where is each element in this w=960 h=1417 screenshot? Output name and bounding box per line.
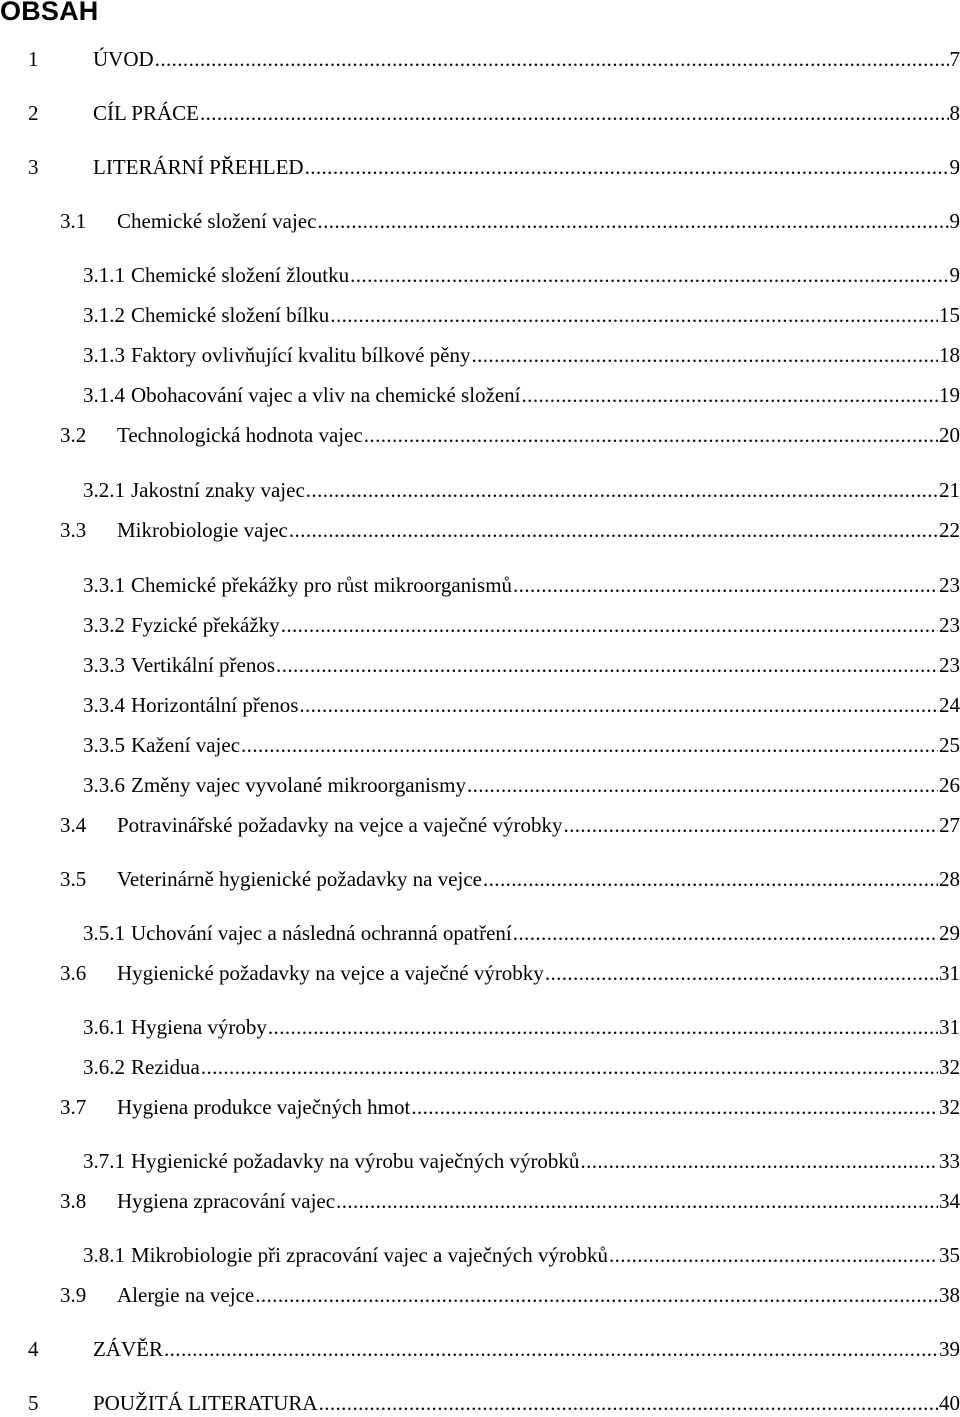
toc-entry-title: Chemické překážky pro růst mikroorganismů bbox=[131, 571, 512, 599]
toc-entry-number: 3.2.1 bbox=[83, 476, 125, 504]
toc-entry-number: 3.3.1 bbox=[83, 571, 125, 599]
toc-entry-3-1-2[interactable] bbox=[83, 301, 960, 329]
toc-dot-leader bbox=[319, 1389, 938, 1417]
toc-entry-page: 9 bbox=[950, 153, 960, 181]
toc-entry-3-1-1[interactable] bbox=[83, 261, 960, 289]
toc-entry-number: 3.2 bbox=[60, 421, 117, 449]
toc-entry-page: 26 bbox=[939, 771, 960, 799]
toc-entry-3-4[interactable] bbox=[60, 811, 960, 839]
toc-entry-number: 3.9 bbox=[60, 1281, 117, 1309]
toc-dot-leader bbox=[467, 771, 938, 799]
toc-entry-title: Rezidua bbox=[131, 1053, 200, 1081]
toc-entry-number: 3.6.2 bbox=[83, 1053, 125, 1081]
toc-dot-leader bbox=[580, 1147, 938, 1175]
toc-dot-leader bbox=[241, 731, 938, 759]
toc-entry-page: 31 bbox=[939, 1013, 960, 1041]
toc-entry-page: 28 bbox=[939, 865, 960, 893]
toc-entry-3-1-3[interactable] bbox=[83, 341, 960, 369]
toc-dot-leader bbox=[471, 341, 938, 369]
toc-entry-page: 20 bbox=[939, 421, 960, 449]
toc-entry-page: 24 bbox=[939, 691, 960, 719]
toc-entry-number: 3.3 bbox=[60, 516, 117, 544]
toc-entry-title: LITERÁRNÍ PŘEHLED bbox=[93, 153, 304, 181]
toc-dot-leader bbox=[306, 476, 938, 504]
toc-entry-page: 34 bbox=[939, 1187, 960, 1215]
toc-dot-leader bbox=[609, 1241, 938, 1269]
toc-entry-3-8-1[interactable] bbox=[83, 1241, 960, 1269]
toc-entry-3-5[interactable] bbox=[60, 865, 960, 893]
toc-entry-title: Uchování vajec a následná ochranná opatření bbox=[131, 919, 512, 947]
toc-entry-page: 8 bbox=[950, 99, 960, 127]
toc-entry-page: 21 bbox=[939, 476, 960, 504]
toc-entry-title: Vertikální přenos bbox=[131, 651, 275, 679]
toc-dot-leader bbox=[545, 959, 938, 987]
toc-entry-page: 33 bbox=[939, 1147, 960, 1175]
toc-entry-number: 3.3.6 bbox=[83, 771, 125, 799]
toc-entry-page: 9 bbox=[950, 261, 960, 289]
toc-entry-3-3[interactable] bbox=[60, 516, 960, 544]
toc-entry-page: 40 bbox=[939, 1389, 960, 1417]
toc-entry-number: 3.8.1 bbox=[83, 1241, 125, 1269]
toc-entry-page: 25 bbox=[939, 731, 960, 759]
toc-dot-leader bbox=[281, 611, 938, 639]
toc-entry-zaver[interactable] bbox=[28, 1335, 960, 1363]
toc-entry-title: Hygienické požadavky na vejce a vaječné výrobky bbox=[117, 959, 544, 987]
toc-entry-title: Chemické složení vajec bbox=[117, 207, 316, 235]
toc-entry-number: 3.3.3 bbox=[83, 651, 125, 679]
toc-entry-page: 35 bbox=[939, 1241, 960, 1269]
toc-entry-number: 1 bbox=[28, 45, 93, 73]
toc-entry-title: Faktory ovlivňující kvalitu bílkové pěny bbox=[131, 341, 470, 369]
toc-dot-leader bbox=[336, 1187, 938, 1215]
toc-dot-leader bbox=[299, 691, 938, 719]
toc-entry-number: 2 bbox=[28, 99, 93, 127]
toc-entry-title: POUŽITÁ LITERATURA bbox=[93, 1389, 318, 1417]
toc-entry-3-9[interactable] bbox=[60, 1281, 960, 1309]
toc-entry-3-5-1[interactable] bbox=[83, 919, 960, 947]
toc-entry-title: ZÁVĚR bbox=[93, 1335, 163, 1363]
toc-entry-number: 3.1.3 bbox=[83, 341, 125, 369]
toc-entry-title: Hygiena výroby bbox=[131, 1013, 267, 1041]
toc-entry-title: CÍL PRÁCE bbox=[93, 99, 199, 127]
toc-entry-3-3-1[interactable] bbox=[83, 571, 960, 599]
toc-entry-title: Horizontální přenos bbox=[131, 691, 298, 719]
toc-entry-3-1-4[interactable] bbox=[83, 381, 960, 409]
toc-entry-page: 19 bbox=[939, 381, 960, 409]
toc-dot-leader bbox=[563, 811, 938, 839]
toc-entry-page: 27 bbox=[939, 811, 960, 839]
toc-entry-3-2[interactable] bbox=[60, 421, 960, 449]
toc-entry-3-7-1[interactable] bbox=[83, 1147, 960, 1175]
toc-entry-number: 4 bbox=[28, 1335, 93, 1363]
toc-entry-page: 23 bbox=[939, 611, 960, 639]
toc-entry-title: Hygienické požadavky na výrobu vaječných výrobků bbox=[131, 1147, 579, 1175]
toc-entry-page: 15 bbox=[939, 301, 960, 329]
toc-dot-leader bbox=[305, 153, 949, 181]
toc-entry-3-6[interactable] bbox=[60, 959, 960, 987]
toc-dot-leader bbox=[164, 1335, 938, 1363]
toc-entry-title: ÚVOD bbox=[93, 45, 154, 73]
toc-entry-number: 3.3.5 bbox=[83, 731, 125, 759]
toc-dot-leader bbox=[513, 571, 938, 599]
toc-entry-number: 3.3.2 bbox=[83, 611, 125, 639]
toc-entry-page: 7 bbox=[950, 45, 960, 73]
toc-entry-title: Veterinárně hygienické požadavky na vejce bbox=[117, 865, 482, 893]
toc-dot-leader bbox=[268, 1013, 938, 1041]
toc-dot-leader bbox=[330, 301, 938, 329]
toc-entry-title: Chemické složení bílku bbox=[131, 301, 329, 329]
toc-entry-title: Kažení vajec bbox=[131, 731, 240, 759]
toc-entry-page: 18 bbox=[939, 341, 960, 369]
toc-entry-number: 3.1.2 bbox=[83, 301, 125, 329]
toc-dot-leader bbox=[289, 516, 938, 544]
toc-dot-leader bbox=[513, 919, 938, 947]
toc-entry-number: 3.1.1 bbox=[83, 261, 125, 289]
toc-entry-title: Mikrobiologie při zpracování vajec a vaječných výrobků bbox=[131, 1241, 608, 1269]
toc-entry-page: 32 bbox=[939, 1093, 960, 1121]
toc-entry-number: 3.7.1 bbox=[83, 1147, 125, 1175]
toc-entry-3-6-2[interactable] bbox=[83, 1053, 960, 1081]
toc-entry-3-3-2[interactable] bbox=[83, 611, 960, 639]
toc-dot-leader bbox=[483, 865, 938, 893]
toc-entry-title: Jakostní znaky vajec bbox=[131, 476, 305, 504]
toc-entry-cil-prace[interactable] bbox=[28, 99, 960, 127]
toc-entry-title: Změny vajec vyvolané mikroorganismy bbox=[131, 771, 466, 799]
toc-entry-page: 29 bbox=[939, 919, 960, 947]
toc-entry-page: 32 bbox=[939, 1053, 960, 1081]
toc-entry-number: 3.8 bbox=[60, 1187, 117, 1215]
toc-entry-page: 23 bbox=[939, 571, 960, 599]
toc-entry-title: Fyzické překážky bbox=[131, 611, 280, 639]
toc-entry-page: 9 bbox=[950, 207, 960, 235]
toc-entry-title: Potravinářské požadavky na vejce a vaječné výrobky bbox=[117, 811, 562, 839]
toc-entry-number: 3.1 bbox=[60, 207, 117, 235]
toc-entry-3-3-3[interactable] bbox=[83, 651, 960, 679]
toc-dot-leader bbox=[364, 421, 938, 449]
toc-entry-page: 31 bbox=[939, 959, 960, 987]
toc-dot-leader bbox=[522, 381, 938, 409]
toc-entry-title: Mikrobiologie vajec bbox=[117, 516, 288, 544]
toc-entry-3-1[interactable] bbox=[60, 207, 960, 235]
toc-entry-pouzita-literatura[interactable] bbox=[28, 1389, 960, 1417]
toc-entry-3-3-6[interactable] bbox=[83, 771, 960, 799]
toc-entry-page: 39 bbox=[939, 1335, 960, 1363]
toc-entry-3-8[interactable] bbox=[60, 1187, 960, 1215]
toc-entry-title: Alergie na vejce bbox=[117, 1281, 254, 1309]
page-title: OBSAH bbox=[0, 0, 99, 28]
toc-dot-leader bbox=[350, 261, 948, 289]
toc-entry-page: 38 bbox=[939, 1281, 960, 1309]
toc-entry-3-6-1[interactable] bbox=[83, 1013, 960, 1041]
toc-entry-title: Hygiena produkce vaječných hmot bbox=[117, 1093, 410, 1121]
toc-entry-number: 3.6.1 bbox=[83, 1013, 125, 1041]
toc-entry-3-3-4[interactable] bbox=[83, 691, 960, 719]
toc-dot-leader bbox=[201, 1053, 938, 1081]
toc-dot-leader bbox=[276, 651, 938, 679]
toc-entry-3-2-1[interactable] bbox=[83, 476, 960, 504]
toc-entry-number: 3.5.1 bbox=[83, 919, 125, 947]
toc-entry-number: 5 bbox=[28, 1389, 93, 1417]
toc-entry-number: 3.4 bbox=[60, 811, 117, 839]
toc-entry-title: Hygiena zpracování vajec bbox=[117, 1187, 335, 1215]
toc-entry-number: 3.3.4 bbox=[83, 691, 125, 719]
toc-entry-title: Obohacování vajec a vliv na chemické složení bbox=[131, 381, 521, 409]
toc-entry-uvod[interactable] bbox=[28, 45, 960, 73]
toc-dot-leader bbox=[411, 1093, 938, 1121]
toc-dot-leader bbox=[200, 99, 949, 127]
toc-entry-page: 23 bbox=[939, 651, 960, 679]
toc-entry-3-7[interactable] bbox=[60, 1093, 960, 1121]
toc-entry-number: 3.6 bbox=[60, 959, 117, 987]
toc-entry-title: Chemické složení žloutku bbox=[131, 261, 349, 289]
toc-entry-literarni-prehled[interactable] bbox=[28, 153, 960, 181]
toc-entry-3-3-5[interactable] bbox=[83, 731, 960, 759]
toc-entry-number: 3.7 bbox=[60, 1093, 117, 1121]
toc-entry-page: 22 bbox=[939, 516, 960, 544]
toc-entry-number: 3 bbox=[28, 153, 93, 181]
toc-dot-leader bbox=[155, 45, 949, 73]
toc-entry-title: Technologická hodnota vajec bbox=[117, 421, 363, 449]
toc-dot-leader bbox=[255, 1281, 938, 1309]
toc-dot-leader bbox=[317, 207, 948, 235]
toc-entry-number: 3.5 bbox=[60, 865, 117, 893]
toc-entry-number: 3.1.4 bbox=[83, 381, 125, 409]
